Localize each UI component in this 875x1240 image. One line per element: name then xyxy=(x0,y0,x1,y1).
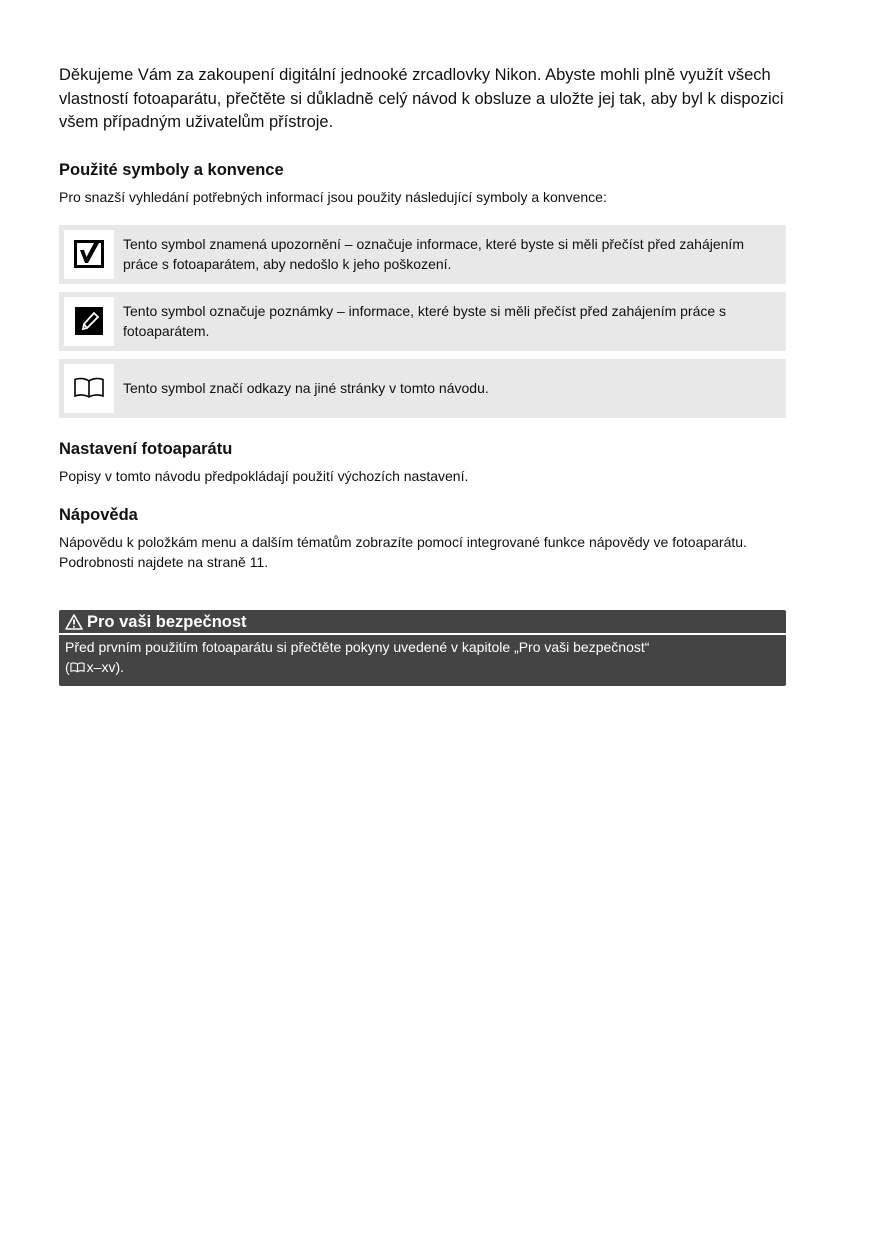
note-pencil-icon xyxy=(64,297,114,346)
reference-symbol-text: Tento symbol značí odkazy na jiné stránky v tomto návodu. xyxy=(123,380,489,396)
safety-body: Před prvním použitím fotoaparátu si přečtěte pokyny uvedené v kapitole „Pro vaši bezpečnost“ ( x–xv). xyxy=(65,638,650,675)
caution-symbol-box xyxy=(59,225,786,284)
symbols-intro: Pro snazší vyhledání potřebných informací jsou použity následující symboly a konvence: xyxy=(59,188,607,205)
help-text: Nápovědu k položkám menu a dalším tématům zobrazíte pomocí integrované funkce nápovědy ve fotoaparátu. Podrobnosti najdete na straně 11. xyxy=(59,533,747,570)
intro-paragraph: Děkujeme Vám za zakoupení digitální jednooké zrcadlovky Nikon. Abyste mohli plně využít všech vlastností fotoaparátu, přečtěte si důkladně celý návod k obsluze a uložte jej tak, aby byl k dispozici všem případným uživatelům přístroje. xyxy=(59,66,784,131)
symbols-list xyxy=(59,225,786,418)
safety-notice xyxy=(59,610,786,686)
note-symbol-box xyxy=(59,292,786,351)
reference-symbol-box xyxy=(59,359,786,418)
symbols-heading: Použité symboly a konvence xyxy=(59,160,284,179)
warning-triangle-icon xyxy=(65,614,83,630)
open-book-icon xyxy=(70,662,85,673)
open-book-icon xyxy=(64,364,114,413)
help-heading: Nápověda xyxy=(59,505,138,524)
caution-symbol-text: Tento symbol znamená upozornění – označuje informace, které byste si měli přečíst před zahájením práce s fotoaparátem, aby nedošlo k jeho poškození. xyxy=(123,236,744,272)
manual-page xyxy=(59,64,786,686)
caution-check-icon xyxy=(64,230,114,279)
note-symbol-text: Tento symbol označuje poznámky – informace, které byste si měli přečíst před zahájením práce s fotoaparátem. xyxy=(123,303,727,339)
safety-text: Před prvním použitím fotoaparátu si přečtěte pokyny uvedené v kapitole „Pro vaši bezpečnost“ xyxy=(65,638,650,655)
safety-page-ref: x–xv). xyxy=(86,658,125,675)
settings-heading: Nastavení fotoaparátu xyxy=(59,439,233,458)
safety-title: Pro vaši bezpečnost xyxy=(87,612,247,631)
safety-title-bar xyxy=(59,610,786,635)
settings-text: Popisy v tomto návodu předpokládají použití výchozích nastavení. xyxy=(59,467,469,484)
